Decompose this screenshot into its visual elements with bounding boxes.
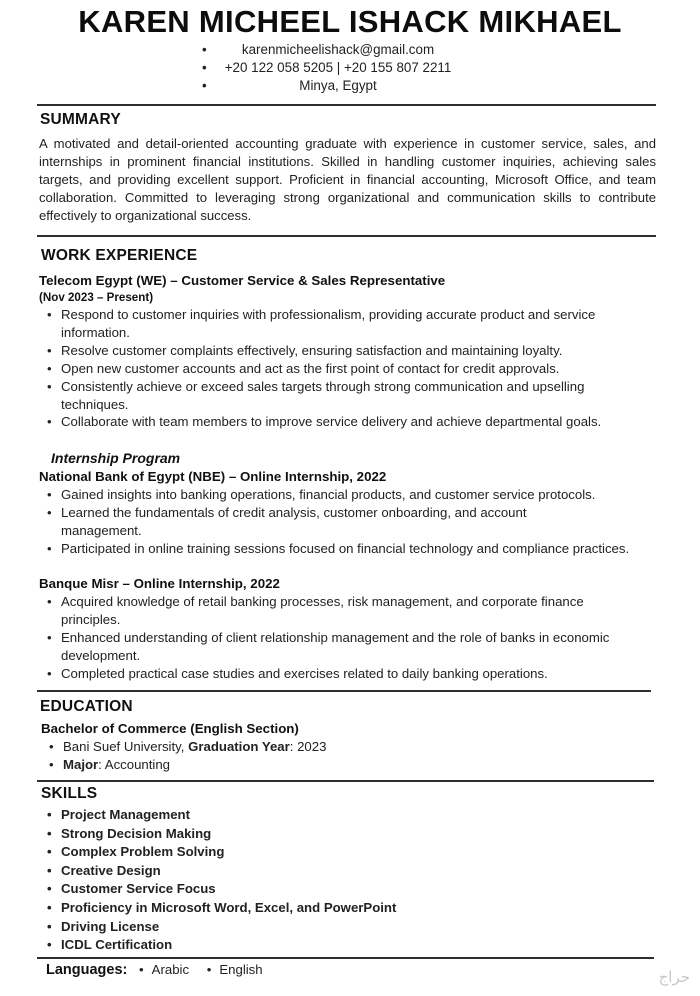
skill-item: • Strong Decision Making	[40, 825, 600, 844]
divider	[37, 780, 654, 782]
skills-list	[40, 806, 600, 955]
education-bullets	[42, 738, 602, 774]
contact-email: karenmicheelishack@gmail.com	[241, 42, 435, 57]
graduation-label: Graduation Year	[188, 739, 290, 754]
divider	[37, 104, 656, 106]
graduation-year: : 2023	[289, 739, 327, 754]
list-item: • Respond to customer inquiries with professionalism, providing accurate product and service information.	[40, 306, 640, 342]
list-item: • Gained insights into banking operations, financial products, and customer service protocols.	[40, 486, 640, 504]
job-title-telecom: Telecom Egypt (WE) – Customer Service & Sales Representative	[39, 273, 446, 288]
education-heading: EDUCATION	[40, 698, 133, 715]
language-item: Arabic	[151, 962, 190, 977]
telecom-bullets	[40, 306, 640, 431]
skill-item: • ICDL Certification	[40, 936, 600, 955]
contact-location: Minya, Egypt	[299, 78, 377, 93]
contact-phone: +20 122 058 5205 | +20 155 807 2211	[224, 60, 452, 75]
job-title-nbe: National Bank of Egypt (NBE) – Online Internship, 2022	[39, 469, 387, 484]
bullet: •	[206, 962, 212, 977]
languages-row	[46, 962, 263, 978]
list-item: • Resolve customer complaints effectively, ensuring satisfaction and maintaining loyalty.	[40, 342, 640, 360]
watermark: حراج	[658, 968, 690, 986]
university: Bani Suef University,	[63, 739, 185, 754]
skill-item: • Customer Service Focus	[40, 880, 600, 899]
skill-item: • Creative Design	[40, 862, 600, 881]
summary-text: A motivated and detail-oriented accounting graduate with experience in customer service, sales, and internships in prominent financial institutions. Skilled in handling customer inquiries, achieving sales targets, and providing excellent support. Proficient in financial accounting, Microsoft Office, and team collaboration. Committed to leveraging strong organizational and communication skills to contribute effectively to organizational success.	[39, 136, 656, 223]
list-item: • Acquired knowledge of retail banking processes, risk management, and corporate finance principles.	[40, 593, 640, 629]
skill-item: • Complex Problem Solving	[40, 843, 600, 862]
list-item: • Participated in online training sessions focused on financial technology and compliance practices.	[40, 540, 640, 558]
nbe-bullets	[40, 486, 640, 558]
list-item: • Learned the fundamentals of credit analysis, customer onboarding, and account management.	[40, 504, 640, 540]
divider	[37, 690, 651, 692]
list-item: • Enhanced understanding of client relationship management and the role of banks in economic development.	[40, 629, 640, 665]
language-item: English	[219, 962, 263, 977]
languages-label: Languages:	[46, 962, 128, 978]
list-item	[42, 756, 602, 774]
bullet: •	[202, 42, 207, 57]
job-date-telecom: (Nov 2023 – Present)	[39, 291, 154, 304]
major-label: Major	[63, 756, 99, 772]
skill-item: • Project Management	[40, 806, 600, 825]
list-item: • Completed practical case studies and exercises related to daily banking operations.	[40, 665, 640, 683]
bullet: •	[202, 60, 207, 75]
bullet: •	[202, 78, 207, 93]
degree-title: Bachelor of Commerce (English Section)	[41, 721, 299, 736]
divider	[37, 235, 656, 237]
skill-item: • Proficiency in Microsoft Word, Excel, and PowerPoint	[40, 899, 600, 918]
divider	[37, 957, 654, 959]
candidate-name: KAREN MICHEEL ISHACK MIKHAEL	[78, 4, 622, 39]
list-item: • Collaborate with team members to improve service delivery and achieve departmental goals.	[40, 413, 640, 431]
internship-heading: Internship Program	[51, 450, 181, 466]
skill-item: • Driving License	[40, 918, 600, 937]
job-title-banque-misr: Banque Misr – Online Internship, 2022	[39, 576, 280, 591]
work-experience-heading: WORK EXPERIENCE	[41, 247, 198, 264]
list-item: • Open new customer accounts and act as the first point of contact for credit approvals.	[40, 360, 640, 378]
banque-misr-bullets	[40, 593, 640, 683]
list-item	[42, 738, 602, 756]
summary-heading: SUMMARY	[40, 111, 121, 128]
major-value: : Accounting	[98, 756, 171, 772]
skills-heading: SKILLS	[41, 785, 98, 802]
bullet: •	[139, 962, 144, 977]
list-item: • Consistently achieve or exceed sales targets through strong communication and upselling techniques.	[40, 378, 640, 414]
